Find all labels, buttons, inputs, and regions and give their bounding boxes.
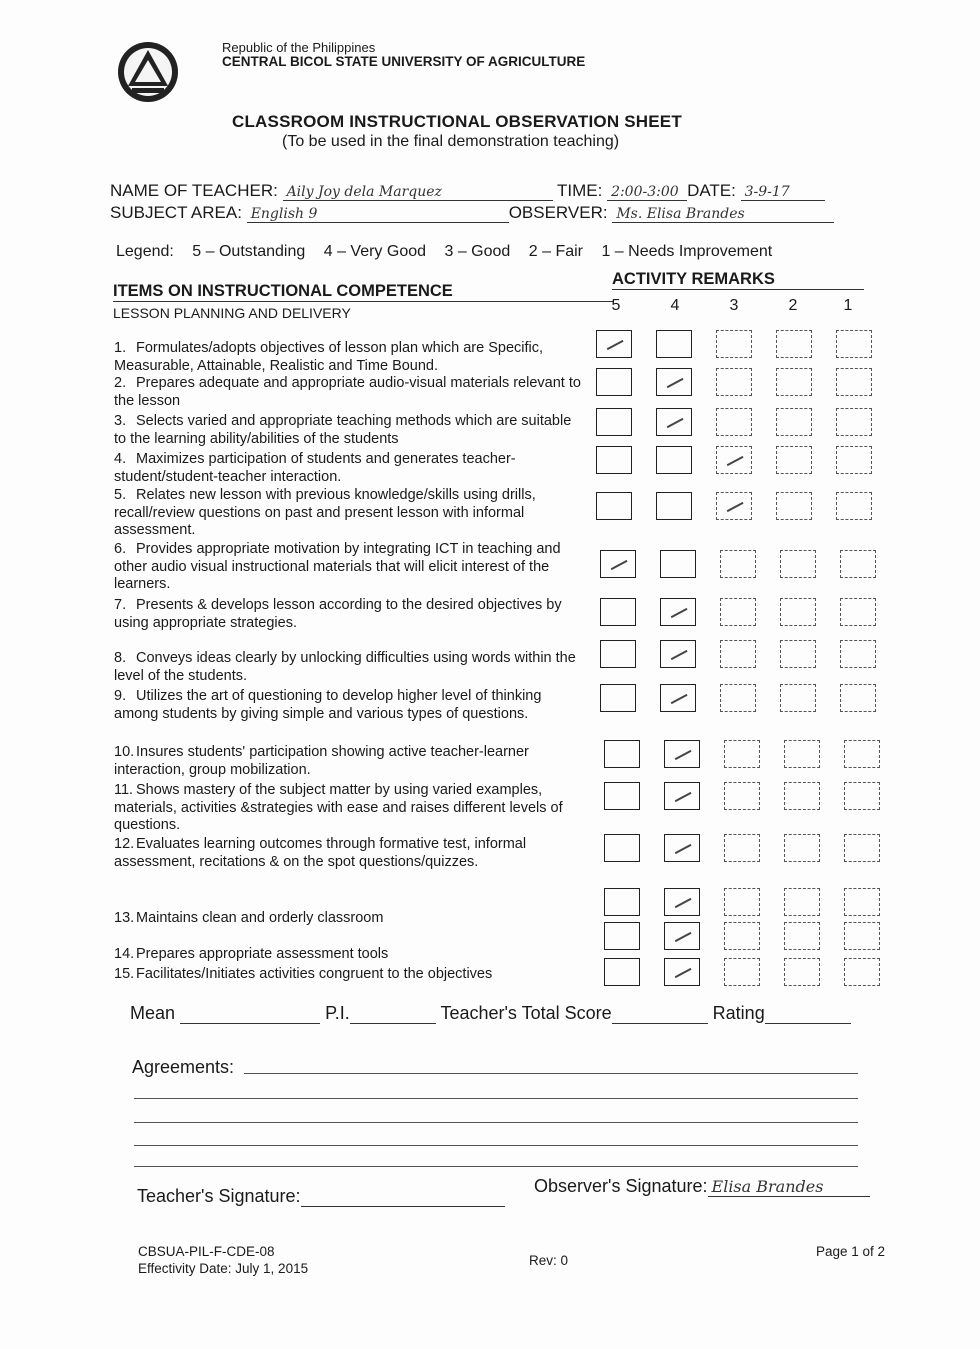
rating-checkbox-3[interactable] <box>716 330 752 358</box>
rating-checkbox-3[interactable] <box>720 684 756 712</box>
rating-checkbox-1[interactable] <box>836 446 872 474</box>
rating-checkbox-4[interactable] <box>656 408 692 436</box>
rating-checkbox-3[interactable] <box>724 834 760 862</box>
teacher-signature-label: Teacher's Signature: <box>137 1186 301 1206</box>
rating-checkbox-2[interactable] <box>780 640 816 668</box>
rating-checkbox-3[interactable] <box>716 446 752 474</box>
rating-checkbox-1[interactable] <box>836 408 872 436</box>
teacher-name-label: NAME OF TEACHER: <box>110 181 278 200</box>
subject-label: SUBJECT AREA: <box>110 203 242 222</box>
rating-checkbox-1[interactable] <box>844 740 880 768</box>
rating-checkbox-2[interactable] <box>776 330 812 358</box>
observer-field[interactable] <box>612 204 834 223</box>
observer-signature-label: Observer's Signature: <box>534 1176 708 1196</box>
item-text: Insures students' participation showing active teacher-learner interaction, group mobilization. <box>114 744 529 778</box>
rating-checkbox-5[interactable] <box>604 834 640 862</box>
list-item <box>114 451 584 486</box>
date-value: 3-9-17 <box>744 184 790 200</box>
rating-checkbox-3[interactable] <box>720 598 756 626</box>
item-text: Prepares adequate and appropriate audio-visual materials relevant to the lesson <box>114 375 581 409</box>
rating-checkbox-2[interactable] <box>784 834 820 862</box>
rating-checkbox-4[interactable] <box>664 782 700 810</box>
list-item <box>114 910 584 928</box>
rating-checkbox-2[interactable] <box>780 598 816 626</box>
rating-checkbox-2[interactable] <box>784 922 820 950</box>
rating-checkbox-1[interactable] <box>844 888 880 916</box>
rating-checkbox-4[interactable] <box>664 958 700 986</box>
checkmark-icon <box>675 750 692 760</box>
rating-checkbox-5[interactable] <box>600 684 636 712</box>
rating-checkbox-1[interactable] <box>844 922 880 950</box>
rating-checkbox-5[interactable] <box>604 740 640 768</box>
checkmark-icon <box>607 340 624 350</box>
list-item <box>114 946 584 964</box>
legend-item: 2 – Fair <box>528 243 583 260</box>
item-text: Maximizes participation of students and generates teacher-student/student-teacher interaction. <box>114 451 516 485</box>
legend-item: 5 – Outstanding <box>192 243 306 260</box>
item-number: 2. <box>114 375 127 391</box>
checkmark-icon <box>671 608 688 618</box>
university-seal-logo <box>116 40 180 104</box>
rating-checkbox-2[interactable] <box>776 492 812 520</box>
rating-checkbox-5[interactable] <box>600 598 636 626</box>
rating-checkbox-2[interactable] <box>776 408 812 436</box>
column-header-1: 1 <box>843 297 853 314</box>
item-number: 6. <box>114 541 127 557</box>
item-text: Provides appropriate motivation by integrating ICT in teaching and other audio visual instructional materials that will elicit interest of the learners. <box>114 541 561 592</box>
rating-checkbox-5[interactable] <box>596 330 632 358</box>
item-text: Relates new lesson with previous knowledge/skills using drills, recall/review questions on past and present lesson with informal assessment. <box>114 487 536 538</box>
section-title: ITEMS ON INSTRUCTIONAL COMPETENCE <box>113 282 613 302</box>
item-number: 1. <box>114 340 127 356</box>
teacher-signature-field[interactable] <box>301 1188 505 1207</box>
checkmark-icon <box>675 844 692 854</box>
list-item <box>114 340 584 375</box>
checkmark-icon <box>727 456 744 466</box>
legend-item: 4 – Very Good <box>323 243 427 260</box>
list-item <box>114 744 584 779</box>
list-item <box>114 541 584 594</box>
rating-checkbox-5[interactable] <box>600 550 636 578</box>
rating-checkbox-2[interactable] <box>784 958 820 986</box>
rating-checkbox-1[interactable] <box>840 684 876 712</box>
observer-signature-value: Elisa Brandes <box>711 1177 824 1196</box>
rating-checkbox-5[interactable] <box>600 640 636 668</box>
rating-checkbox-4[interactable] <box>664 922 700 950</box>
teacher-signature-row <box>137 1186 505 1207</box>
rating-checkbox-3[interactable] <box>724 740 760 768</box>
rating-checkbox-5[interactable] <box>604 958 640 986</box>
item-number: 13. <box>114 910 135 926</box>
mean-field[interactable] <box>180 1007 320 1024</box>
rating-checkbox-1[interactable] <box>844 782 880 810</box>
item-number: 3. <box>114 413 127 429</box>
rating-checkbox-2[interactable] <box>776 446 812 474</box>
item-text: Maintains clean and orderly classroom <box>136 910 384 926</box>
checkmark-icon <box>611 560 628 570</box>
rating-checkbox-5[interactable] <box>596 446 632 474</box>
sheet-title: CLASSROOM INSTRUCTIONAL OBSERVATION SHEET <box>232 112 682 131</box>
item-text: Shows mastery of the subject matter by using varied examples, materials, activities &strategies with ease and raises different levels of questions. <box>114 782 563 833</box>
republic-text: Republic of the Philippines <box>222 40 376 55</box>
item-number: 9. <box>114 688 127 704</box>
checkmark-icon <box>675 898 692 908</box>
item-number: 11. <box>114 782 134 798</box>
effectivity-date: Effectivity Date: July 1, 2015 <box>138 1261 309 1276</box>
item-text: Utilizes the art of questioning to develop higher level of thinking among students by giving simple and various types of questions. <box>114 688 542 722</box>
item-number: 14. <box>114 946 135 962</box>
rating-checkbox-4[interactable] <box>660 684 696 712</box>
mean-label: Mean <box>130 1003 176 1023</box>
observer-value: Ms. Elisa Brandes <box>616 206 745 222</box>
rating-label: Rating <box>712 1003 765 1023</box>
rating-checkbox-3[interactable] <box>724 888 760 916</box>
rating-checkbox-4[interactable] <box>656 330 692 358</box>
rating-checkbox-3[interactable] <box>724 922 760 950</box>
rating-checkbox-4[interactable] <box>660 598 696 626</box>
observer-signature-row <box>534 1176 870 1197</box>
rating-checkbox-1[interactable] <box>840 640 876 668</box>
item-number: 8. <box>114 650 127 666</box>
footer-left <box>138 1243 308 1277</box>
agreements-line[interactable] <box>244 1073 858 1074</box>
page-number: Page 1 of 2 <box>816 1244 886 1259</box>
column-header-2: 2 <box>788 297 798 314</box>
item-text: Facilitates/Initiates activities congruent to the objectives <box>136 966 493 982</box>
item-text: Presents & develops lesson according to the desired objectives by using appropriate strategies. <box>114 597 562 631</box>
rating-checkbox-3[interactable] <box>716 492 752 520</box>
rating-checkbox-1[interactable] <box>836 492 872 520</box>
rating-checkbox-1[interactable] <box>836 330 872 358</box>
rating-checkbox-2[interactable] <box>780 684 816 712</box>
activity-remarks-title: ACTIVITY REMARKS <box>612 270 864 290</box>
legend-item: 1 – Needs Improvement <box>601 243 773 260</box>
rating-checkbox-4[interactable] <box>656 446 692 474</box>
rating-checkbox-5[interactable] <box>604 782 640 810</box>
rating-checkbox-5[interactable] <box>604 922 640 950</box>
item-number: 5. <box>114 487 127 503</box>
rating-checkbox-1[interactable] <box>844 958 880 986</box>
time-value: 2:00-3:00 <box>611 184 679 200</box>
rating-checkbox-1[interactable] <box>840 550 876 578</box>
rating-checkbox-4[interactable] <box>664 888 700 916</box>
item-text: Formulates/adopts objectives of lesson plan which are Specific, Measurable, Attainable, Realistic and Time Bound. <box>114 340 544 374</box>
list-item <box>114 836 584 871</box>
time-field[interactable] <box>607 182 687 201</box>
total-score-label: Teacher's Total Score <box>440 1003 612 1023</box>
checkmark-icon <box>675 968 692 978</box>
list-item <box>114 966 584 984</box>
item-number: 15. <box>114 966 135 982</box>
rating-checkbox-3[interactable] <box>716 368 752 396</box>
column-header-5: 5 <box>611 297 621 314</box>
summary-row <box>130 1003 851 1024</box>
subject-value: English 9 <box>250 206 318 222</box>
teacher-name-field[interactable] <box>283 182 553 201</box>
pi-field[interactable] <box>350 1007 436 1024</box>
checkmark-icon <box>675 792 692 802</box>
rating-checkbox-4[interactable] <box>660 640 696 668</box>
list-item <box>114 413 584 448</box>
legend-label: Legend: <box>116 243 174 260</box>
rating-checkbox-2[interactable] <box>784 782 820 810</box>
time-label: TIME: <box>556 181 603 200</box>
rating-checkbox-2[interactable] <box>776 368 812 396</box>
list-item <box>114 650 584 685</box>
item-number: 7. <box>114 597 127 613</box>
university-name: CENTRAL BICOL STATE UNIVERSITY OF AGRICULTURE <box>222 54 586 69</box>
rating-checkbox-3[interactable] <box>720 550 756 578</box>
observer-signature-field[interactable] <box>708 1178 870 1197</box>
observer-label: OBSERVER: <box>508 203 608 222</box>
checkmark-icon <box>671 694 688 704</box>
date-label: DATE: <box>687 181 736 200</box>
item-text: Evaluates learning outcomes through formative test, informal assessment, recitations & on the spot questions/quizzes. <box>114 836 527 870</box>
teacher-name-value: Aily Joy dela Marquez <box>286 184 442 200</box>
rating-checkbox-2[interactable] <box>784 740 820 768</box>
rating-checkbox-3[interactable] <box>724 782 760 810</box>
total-score-field[interactable] <box>612 1007 708 1024</box>
item-number: 10. <box>114 744 135 760</box>
rating-checkbox-3[interactable] <box>724 958 760 986</box>
item-number: 12. <box>114 836 135 852</box>
rating-checkbox-5[interactable] <box>604 888 640 916</box>
item-number: 4. <box>114 451 127 467</box>
checkmark-icon <box>727 502 744 512</box>
rating-checkbox-3[interactable] <box>720 640 756 668</box>
rating-legend <box>116 243 786 261</box>
column-header-4: 4 <box>670 297 680 314</box>
agreements-line[interactable] <box>134 1145 858 1146</box>
item-text: Conveys ideas clearly by unlocking difficulties using words within the level of the students. <box>114 650 576 684</box>
sheet-subtitle: (To be used in the final demonstration teaching) <box>282 133 620 150</box>
rating-checkbox-4[interactable] <box>656 368 692 396</box>
rating-checkbox-1[interactable] <box>844 834 880 862</box>
item-text: Prepares appropriate assessment tools <box>136 946 389 962</box>
rating-checkbox-5[interactable] <box>596 492 632 520</box>
section-subtitle: LESSON PLANNING AND DELIVERY <box>113 305 351 321</box>
agreements-label: Agreements: <box>132 1057 235 1077</box>
agreements-line[interactable] <box>134 1098 858 1099</box>
rating-checkbox-3[interactable] <box>716 408 752 436</box>
pi-label: P.I. <box>325 1003 350 1023</box>
list-item <box>114 597 584 632</box>
list-item <box>114 375 584 410</box>
column-header-3: 3 <box>729 297 739 314</box>
subject-field[interactable] <box>247 204 509 223</box>
checkmark-icon <box>675 932 692 942</box>
list-item <box>114 487 584 540</box>
revision: Rev: 0 <box>529 1253 569 1268</box>
checkmark-icon <box>671 650 688 660</box>
form-code: CBSUA-PIL-F-CDE-08 <box>138 1244 275 1259</box>
agreements-line[interactable] <box>134 1122 858 1123</box>
rating-checkbox-2[interactable] <box>780 550 816 578</box>
teacher-time-date-row <box>110 181 825 201</box>
date-field[interactable] <box>741 182 825 201</box>
subject-observer-row <box>110 203 834 223</box>
list-item <box>114 688 584 723</box>
rating-checkbox-4[interactable] <box>664 740 700 768</box>
legend-item: 3 – Good <box>444 243 511 260</box>
rating-checkbox-5[interactable] <box>596 368 632 396</box>
checkmark-icon <box>667 418 684 428</box>
checkmark-icon <box>667 378 684 388</box>
rating-checkbox-1[interactable] <box>840 598 876 626</box>
item-text: Selects varied and appropriate teaching methods which are suitable to the learning ability/abilities of the students <box>114 413 572 447</box>
rating-checkbox-4[interactable] <box>656 492 692 520</box>
agreements-line[interactable] <box>134 1166 858 1167</box>
list-item <box>114 782 584 835</box>
rating-checkbox-5[interactable] <box>596 408 632 436</box>
rating-checkbox-1[interactable] <box>836 368 872 396</box>
rating-checkbox-4[interactable] <box>660 550 696 578</box>
rating-checkbox-4[interactable] <box>664 834 700 862</box>
rating-field[interactable] <box>765 1007 851 1024</box>
rating-checkbox-2[interactable] <box>784 888 820 916</box>
